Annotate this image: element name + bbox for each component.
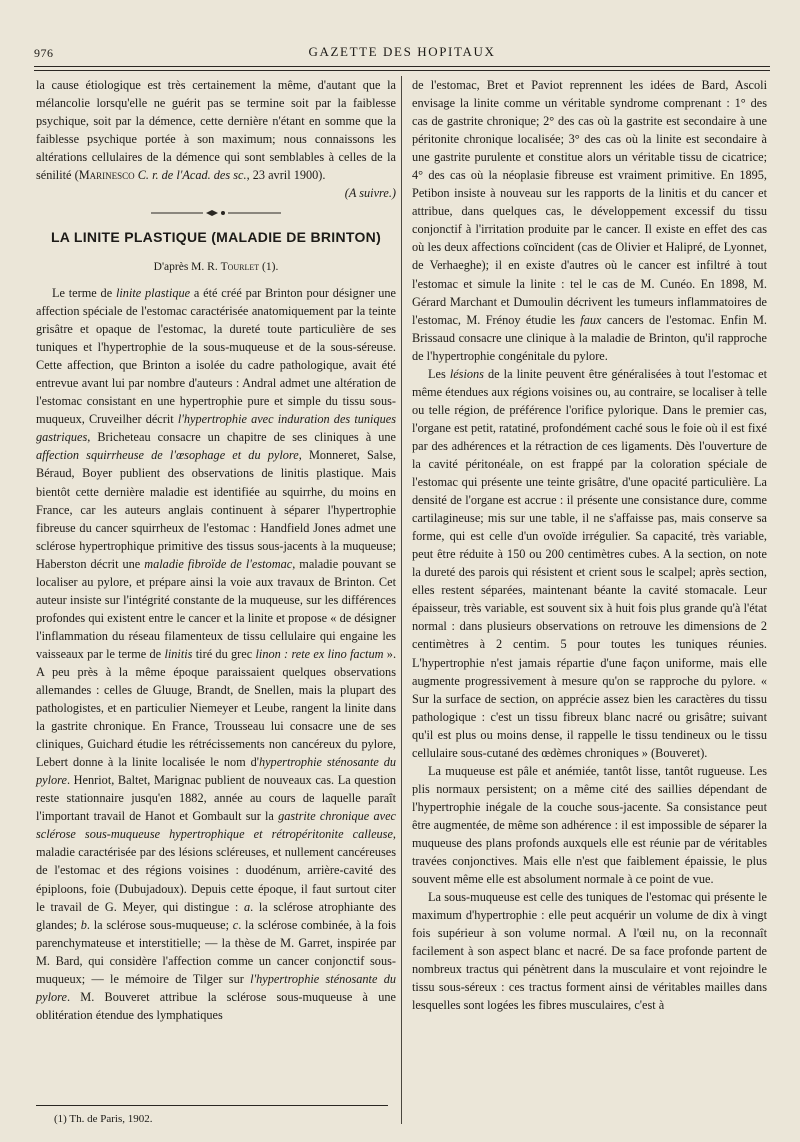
previous-article-ending: la cause étiologique est très certainement la même, d'autant que la mélancolie lorsqu'elle ne guérit pas se termine soit par la faiblesse psychique, soit par la démence, cette dernière n'étant en somme que la faiblesse psychique portée à son maximum; nous connaissons les altérations cellulaires de la démence qui sont semblables à celles de la sénilité (Marinesco C. r. de l'Acad. des sc., 23 avril 1900). [36,78,396,183]
article-paragraph: Le terme de linite plastique a été créé par Brinton pour désigner une affection spéciale de l'estomac caractérisée anatomiquement par la teinte grisâtre et opaque de l'estomac, la dureté toute particulière de ses tuniques et l'hypertrophie de la sous-muqueuse et de la sous-séreuse. Cette affection, que Brinton a isolée du cadre pathologique, avait été entrevue avant lui par nombre d'auteurs : Andral admet une altération de l'estomac consistant en une hypertrophie pure et simple du tissu sous-muqueux, Cruveilher décrit l'hypertrophie avec induration des tuniques gastriques, Bricheteau consacre un chapitre de ses cliniques à une affection squirrheuse de l'œsophage et du pylore, Monneret, Salse, Béraud, Boyer publient des observations de linitis plastique. Mais bientôt cette dernière maladie est identifiée au squirrhe, du moins en France, car les auteurs anglais continuent à séparer l'hypertrophie fibreuse du cancer squirrheux de l'estomac : Handfield Jones admet une sclérose hypertrophique primitive des tissus sous-jacents à la muqueuse; Haberston décrit une maladie fibroïde de l'estomac, maladie pouvant se localiser au pylore, et prépare ainsi la voie aux travaux de Brinton. Cet auteur insiste sur l'intégrité constante de la muqueuse, sur les différences profondes qui existent entre le cancer et la linite et propose « de désigner l'inflammation du réseau filamenteux de tissu cellulaire qui engaine les vaisseaux par le terme de linitis tiré du grec linon : rete ex lino factum ». A peu près à la même époque paraissaient quelques observations allemandes : celles de Gluuge, Brandt, de Snellen, mais la plupart des pathologistes, et en particulier Niemeyer et Leube, rangent la linite dans la gastrite chronique. En France, Trousseau lui consacre une de ses cliniques, Guichard étudie les rétrécissements non cancéreux du pylore, Lebert donne à la linite localisée le nom d'hypertrophie sténosante du pylore. Henriot, Baltet, Marignac publient de nouveaux cas. La question reste stationnaire jusqu'en 1882, année au cours de laquelle paraît l'important travail de Hanot et Gombault sur la gastrite chronique avec sclérose sous-muqueuse hypertrophique et rétropéritonite calleuse, maladie caractérisée par des lésions scléreuses, et nullement cancéreuses de l'estomac et des régions voisines : duodénum, arrière-cavité des épiploons, foie (Dubujadoux). Depuis cette époque, il faut surtout citer le travail de G. Meyer, qui distingue : a. la sclérose atrophiante des glandes; b. la sclérose sous-muqueuse; c. la sclérose combinée, à la fois parenchymateuse et interstitielle; — la thèse de M. Garret, inspirée par M. Bard, qui considère l'affection comme un cancer conjonctif sous-muqueux; — le mémoire de Tilger sur l'hypertrophie sténosante du pylore. M. Bouveret attribue la sclérose sous-muqueuse à une oblitération étendue des lymphatiques [36,285,397,1022]
journal-title: GAZETTE DES HOPITAUX [308,44,496,59]
footnote: (1) Th. de Paris, 1902. [54,1113,153,1125]
article-byline: D'après M. R. Tourlet (1). [153,260,279,273]
article-paragraph: La sous-muqueuse est celle des tuniques de l'estomac qui présente le maximum d'hypertrophie : elle peut acquérir un volume de dix à vingt fois supérieur à son volume normal. A l'œil nu, on la reconnaît facilement à son aspect blanc et nacré. De sa face profonde partent de nombreux tractus qui pénètrent dans la musculaire et vont rejoindre le tissu sous-séreux : ces tractus forment ainsi de véritables mailles dans lesquelles sont logées les fibres musculaires, c'est à [412,890,767,1013]
column-divider [401,76,402,1124]
citation-source: C. r. de l'Acad. des sc. [137,168,247,183]
page-number: 976 [34,46,54,60]
article-paragraph: La muqueuse est pâle et anémiée, tantôt lisse, tantôt rugueuse. Les plis normaux persistent; on a même cité des saillies dépendant de l'hypertrophie inégale de la couche sous-jacente. Sa consistance peut être augmentée, de même son adhérence : il est impossible de séparer la muqueuse des plans profonds auxquels elle est réunie par de véritables travées conjonctives. Mais elle n'est que faiblement épaissie, le plus souvent même elle est absolument normale à ce point de vue. [412,763,767,887]
article-paragraph: Les lésions de la linite peuvent être généralisées à tout l'estomac et même étendues aux régions voisines ou, au contraire, se localiser à telle ou telle région, de préférence l'orifice pylorique. Dans le premier cas, l'organe est petit, ratatiné, profondément caché sous le foie où il est fixé par des adhérences et la rétraction de ces ligaments. Dès l'ouverture de la cavité péritonéale, on est frappé par la coloration spéciale de l'estomac qui présente une teinte grisâtre, d'une opacité particulière. La densité de l'organe est accrue : il présente une consistance dure, comme cartilagineuse; mis sur une table, il ne s'affaisse pas, mais conserve sa forme, qui est celle d'un ovoïde irrégulier. Sa capacité, très variable, peut être réduite à 150 ou 200 centimètres cubes. A la section, on note la dureté des parois qui résistent et crient sous le scalpel; après section, elles restent séparées, maintenant béante la cavité stomacale. Leur épaisseur, très variable, est souvent six à huit fois plus grande qu'à l'état normal : dans plusieurs observations on retrouve les dimensions de 2 centimètres à 2 centim. 5 pour toutes les tuniques réunies. L'hypertrophie n'est jamais répartie d'une façon uniforme, mais elle augmente progressivement à mesure qu'on se rapproche du pylore. « Sur la surface de section, on apprécie assez bien les caractères du tissu pathologique : c'est un tissu fibreux blanc nacré ou grisâtre; suivant qu'il est plus ou moins dense, il rappelle le tissu tendineux ou le tissu cellulaire sous-cutané des œdèmes chroniques » (Bouveret). [412,366,767,760]
ornament-rule-icon [151,209,281,217]
citation-author: Marinesco [78,168,135,183]
to-be-continued: (A suivre.) [344,186,396,201]
footnote-rule [36,1105,388,1106]
article-title: LA LINITE PLASTIQUE (MALADIE DE BRINTON) [50,229,382,246]
article-paragraph: de l'estomac, Bret et Paviot reprennent les idées de Bard, Ascoli envisage la linite comme un véritable syndrome comprenant : 1° des cas de gastrite chronique; 2° des cas où la gastrite est secondaire à une péritonite chronique localisée; 3° des cas où la linite est secondaire à une gastrite purulente et constitue alors un véritable tissu de cicatrice; 4° des cas où la néoplasie fibreuse est vraiment primitive. En 1895, Petibon insiste à nouveau sur les rapports de la linitis et du cancer et attribue, dans quelques cas, le développement excessif du tissu conjonctif à l'irritation produite par le cancer. Il existe en effet des cas où les deux affections coïncident (cas de Olivier et Halipré, de Lyonnet, de Verhaeghe); il en existe d'autres où le cancer est infiltré à tout l'estomac et simule la linite : tel le cas de M. Cunéo. En 1898, M. Gérard Marchant et Dumoulin décrivent les tumeurs inflammatoires de l'estomac, M. Frénoy étudie les faux cancers de l'estomac. Enfin M. Brissaud consacre une clinique à la maladie de Brinton, qu'il rapproche de l'hypertrophie congénitale du pylore. [412,78,767,363]
section-ornament [36,202,396,220]
header-rule [34,66,770,71]
left-column [36,76,396,1024]
page-header [34,44,770,64]
right-column [412,76,767,1014]
